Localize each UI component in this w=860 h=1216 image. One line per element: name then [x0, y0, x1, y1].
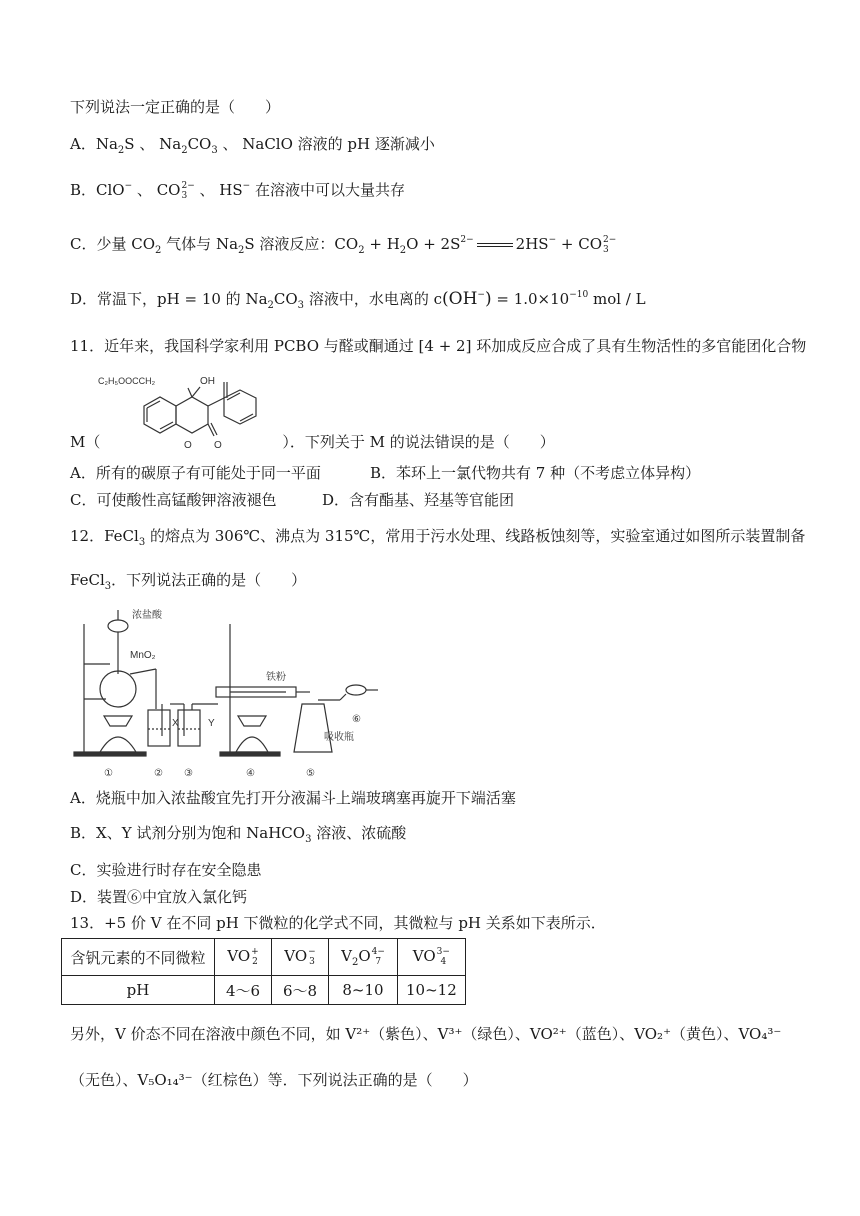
ph-range-cell: 4～6 — [215, 976, 272, 1005]
q10-option-b: B．ClO− 、 CO 2− 3 、 HS− 在溶液中可以大量共存 — [70, 181, 405, 201]
label-6: ⑥ — [352, 714, 361, 725]
label-4: ④ — [246, 768, 255, 779]
q13-tail-line1: 另外，V 价态不同在溶液中颜色不同，如 V²⁺（紫色）、V³⁺（绿色）、VO²⁺（蓝色）、VO₂⁺（黄色）、VO₄³⁻ — [70, 1025, 782, 1043]
q11-option-c: C．可使酸性高锰酸钾溶液褪色 — [70, 491, 277, 509]
ph-range-cell: 6～8 — [272, 976, 329, 1005]
table-row-label: 含钒元素的不同微粒 — [62, 939, 215, 976]
vanadium-species-table — [61, 938, 466, 1005]
q11-option-a: A．所有的碳原子有可能处于同一平面 — [70, 464, 321, 482]
q13-stem: 13．+5 价 V 在不同 pH 下微粒的化学式不同，其微粒与 pH 关系如下表所示． — [70, 914, 606, 932]
apparatus-diagram — [70, 604, 390, 784]
q12-option-b: B．X、Y 试剂分别为饱和 NaHCO$_3$ 溶液、浓硫酸 — [70, 824, 407, 845]
q12-stem-line2: FeCl$_3$．下列说法正确的是（ ） — [70, 571, 307, 592]
q11-stem-line1: 11．近年来，我国科学家利用 PCBO 与醛或酮通过 [4 + 2] 环加成反应合成了具有生物活性的多官能团化合物 — [70, 337, 807, 355]
label-2: ② — [154, 768, 163, 779]
struct-ester-label: C₂H₅OOCCH₂ — [98, 376, 156, 386]
label-absorb-bottle: 吸收瓶 — [324, 732, 354, 743]
label-iron-powder: 铁粉 — [266, 672, 286, 683]
q11-option-b: B．苯环上一氯代物共有 7 种（不考虑立体异构） — [370, 464, 701, 482]
species-vo3minus: VO − 3 — [272, 939, 329, 976]
q10-option-c: C．少量 $CO_2$ 气体与 $Na_2S$ 溶液反应：$CO_2 + H_2O + 2S^{2-}$ 2HS− + CO 2− 3 — [70, 235, 617, 256]
species-v2o7: $V_2O$ 4− 7 — [329, 939, 398, 976]
label-conc-hcl: 浓盐酸 — [132, 610, 162, 621]
table-ph-label: pH — [62, 976, 215, 1005]
label-1: ① — [104, 768, 113, 779]
label-y: Y — [208, 718, 215, 729]
q10-option-a: A．$Na_2S$ 、 $Na_2CO_3$ 、 NaClO 溶液的 pH 逐渐减小 — [70, 135, 435, 156]
struct-o-carbonyl: O — [214, 440, 222, 451]
q10-option-d: D．常温下，pH = 10 的 $Na_2CO_3$ 溶液中，水电离的 $c(OH^-) = 1.0\times 10^{-10}$ mol / L — [70, 289, 646, 311]
label-x: X — [172, 718, 179, 729]
intro-text: 下列说法一定正确的是（ ） — [70, 98, 281, 116]
label-5: ⑤ — [306, 768, 315, 779]
struct-oh-label: OH — [200, 376, 215, 387]
species-vo4: VO 3− 4 — [398, 939, 466, 976]
q11-option-d: D．含有酯基、羟基等官能团 — [322, 491, 515, 509]
q13-tail-line2: （无色）、V₅O₁₄³⁻（红棕色）等．下列说法正确的是（ ） — [70, 1071, 478, 1089]
q12-option-a: A．烧瓶中加入浓盐酸宜先打开分液漏斗上端玻璃塞再旋开下端活塞 — [70, 789, 516, 807]
label-mno2: MnO₂ — [130, 650, 156, 661]
species-vo2plus: VO + 2 — [215, 939, 272, 976]
label-3: ③ — [184, 768, 193, 779]
ph-range-cell: 8~10 — [329, 976, 398, 1005]
struct-o-ring: O — [184, 440, 192, 451]
equilibrium-sign — [477, 243, 513, 247]
q12-option-c: C．实验进行时存在安全隐患 — [70, 861, 262, 879]
ph-range-cell: 10~12 — [398, 976, 466, 1005]
q11-stem-line2: M（ ）．下列关于 M 的说法错误的是（ ） — [70, 433, 555, 451]
q12-stem-line1: 12．FeCl$_3$ 的熔点为 306℃、沸点为 315℃，常用于污水处理、线路板蚀刻等，实验室通过如图所示装置制备 — [70, 527, 806, 548]
q12-option-d: D．装置⑥中宜放入氯化钙 — [70, 888, 248, 906]
